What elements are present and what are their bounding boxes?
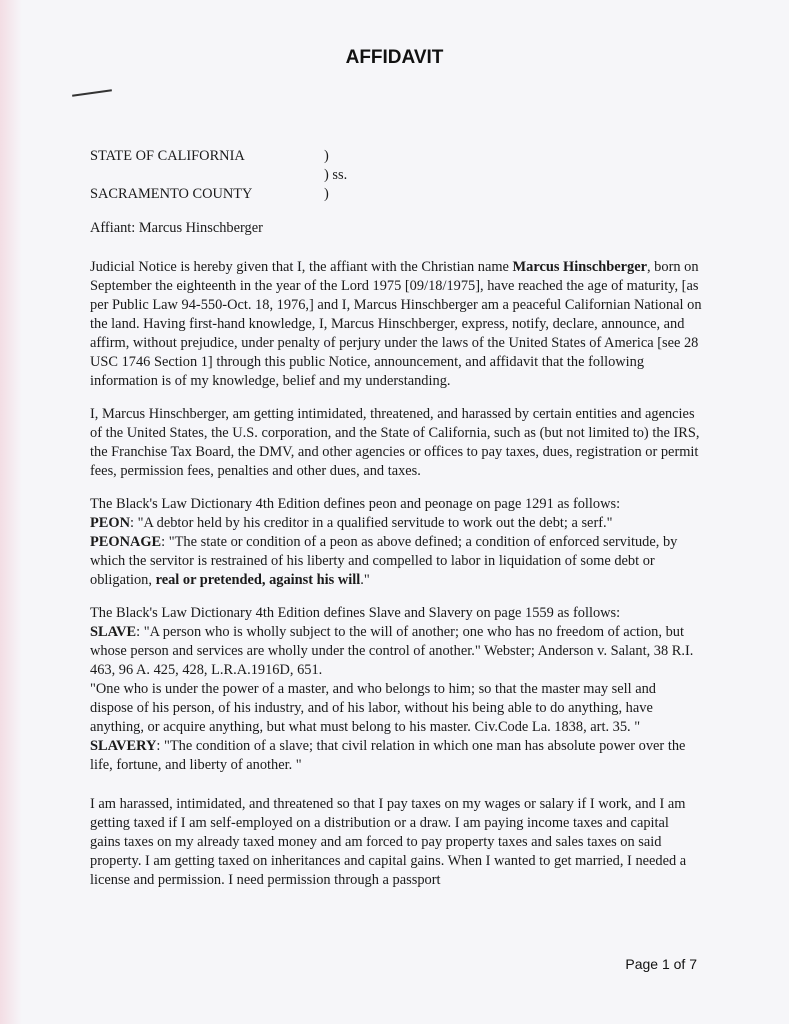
harassment-paragraph: I, Marcus Hinschberger, am getting intimidated, threatened, and harassed by certain entities and agencies of the United States, the U.S. corporation, and the State of California, such as (but not limited to) the IRS, the Franchise Tax Board, the DMV, and other agencies or offices to pay taxes, dues, registration or permit fees, permission fees, penalties and other dues, and taxes. (90, 406, 700, 479)
peon-definition-paragraph (90, 495, 702, 590)
peon-term: PEON (90, 515, 130, 531)
peonage-end: ." (360, 572, 370, 588)
venue-paren-ss: ) ss. (324, 167, 348, 183)
slave-quote: "One who is under the power of a master, and who belongs to him; so that the master may sell and dispose of his person, of his industry, and of his labor, without his being able to do anything, have anything, or acquire anything, but what must belong to his master. Civ.Code La. 1838, art. 35. " (90, 681, 657, 735)
page-number: Page 1 of 7 (625, 956, 697, 972)
document-title: AFFIDAVIT (345, 47, 444, 68)
venue-state: STATE OF CALIFORNIA (90, 148, 245, 164)
peonage-term: PEONAGE (90, 534, 162, 550)
stray-pen-mark (72, 89, 112, 97)
document-body (90, 147, 702, 890)
peonage-bold-phrase: real or pretended, against his will (155, 572, 361, 588)
slave-definition: : "A person who is wholly subject to the will of another; one who has no freedom of action, but whose person and services are wholly under the control of another." Webster; Anderson v. Salant, 38 R.I. 463, 96 A. 425, 428, L.R.A.1916D, 651. (90, 624, 694, 678)
peon-definition: : "A debtor held by his creditor in a qualified servitude to work out the debt; a serf." (129, 515, 613, 531)
judicial-notice-paragraph (90, 258, 702, 391)
peonage-definition: : "The state or condition of a peon as above defined; a condition of enforced servitude, by which the servitor is restrained of his liberty and compelled to labor in liquidation of some debt or obligation, (90, 534, 678, 588)
affiant-line: Affiant: Marcus Hinschberger (90, 220, 263, 236)
slave-definition-paragraph (90, 604, 702, 775)
affiant-name-bold: Marcus Hinschberger (512, 259, 647, 275)
venue-block (90, 147, 702, 204)
para1-text-b: , born on September the eighteenth in the year of the Lord 1975 [09/18/1975], have reached the age of maturity, [as per Public Law 94-550-Oct. 18, 1976,] and I, Marcus Hinschberger am a peaceful Californian National on the land. Having first-hand knowledge, I, Marcus Hinschberger, express, notify, declare, announce, and affirm, without prejudice, under penalty of perjury under the laws of the United States of America [see 28 USC 1746 Section 1] through this public Notice, announcement, and affidavit that the following information is of my knowledge, belief and my understanding. (90, 259, 702, 389)
slave-term: SLAVE (90, 624, 137, 640)
venue-county: SACRAMENTO COUNTY (90, 186, 253, 202)
taxation-paragraph: I am harassed, intimidated, and threatened so that I pay taxes on my wages or salary if I work, and I am getting taxed if I am self-employed on a distribution or a draw. I am paying income taxes and capital gains taxes on my already taxed money and am forced to pay property taxes and sales taxes on said property. I am getting taxed on inheritances and capital gains. When I wanted to get married, I needed a license and permission. I need permission through a passport (90, 796, 687, 888)
slavery-term: SLAVERY (90, 738, 157, 754)
venue-paren-close: ) (324, 186, 329, 202)
venue-paren-open: ) (324, 148, 329, 164)
scan-edge-tint (0, 0, 22, 1024)
slavery-definition: : "The condition of a slave; that civil relation in which one man has absolute power over the life, fortune, and liberty of another. " (90, 738, 686, 773)
peon-intro: The Black's Law Dictionary 4th Edition defines peon and peonage on page 1291 as follows: (90, 496, 621, 512)
slave-intro: The Black's Law Dictionary 4th Edition defines Slave and Slavery on page 1559 as follows: (90, 605, 621, 621)
para1-text-a: Judicial Notice is hereby given that I, the affiant with the Christian name (90, 259, 513, 275)
